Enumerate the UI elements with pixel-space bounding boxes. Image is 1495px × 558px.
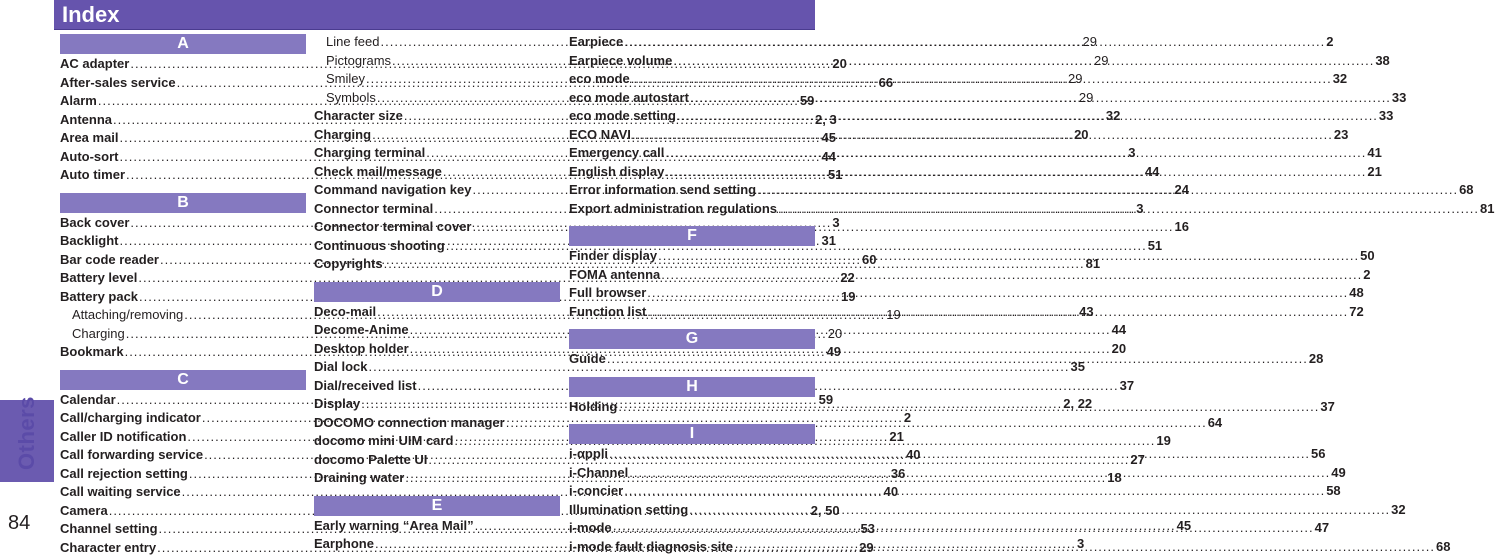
index-term: Pictograms [326,53,391,68]
index-entry [60,289,306,308]
index-entry [314,108,560,127]
index-page-reference: 2, 3 [815,112,837,127]
index-entry [569,539,815,558]
index-term: Alarm [60,93,97,108]
index-page-reference: 68 [1459,182,1473,197]
index-entry [314,145,560,164]
index-entry [60,447,306,466]
index-page-reference: 3 [832,215,839,230]
index-entry [314,415,560,434]
index-term: i-concier [569,483,623,498]
index-entry [60,130,306,149]
index-term: Connector terminal cover [314,219,472,234]
index-entry [569,90,815,109]
index-page-reference: 49 [827,344,841,359]
index-letter-heading: G [569,329,815,349]
index-term: Antenna [60,112,112,127]
index-entry [314,359,560,378]
section-gap [314,275,560,282]
section-gap [569,417,815,424]
index-page-reference: 29 [1068,71,1082,86]
index-page-reference: 32 [1391,502,1405,517]
index-term: Battery level [60,270,137,285]
index-term: Battery pack [60,289,138,304]
index-entry [314,219,560,238]
index-page-reference: 35 [1070,359,1084,374]
index-entry [314,470,560,489]
index-term: i-mode [569,520,612,535]
index-header [54,0,815,30]
index-letter-heading: D [314,282,560,302]
index-entry [60,112,306,131]
index-page-reference: 47 [1315,520,1329,535]
index-entry [60,540,306,558]
index-page-reference: 24 [1174,182,1188,197]
index-entry [60,56,306,75]
index-page-reference: 21 [889,429,903,444]
index-term: Decome-Anime [314,322,409,337]
index-page-reference: 44 [1145,164,1159,179]
index-entry [314,256,560,275]
index-entry [569,520,815,539]
index-term: Call rejection setting [60,466,188,481]
index-term: Copyrights [314,256,383,271]
index-entry [569,127,815,146]
index-entry [314,433,560,452]
index-page-reference: 40 [906,447,920,462]
index-entry [60,252,306,271]
index-page-reference: 29 [1079,90,1093,105]
index-term: Export administration regulations [569,201,777,216]
index-term: Emergency call [569,145,664,160]
index-page-reference: 64 [1208,415,1222,430]
index-page-reference: 37 [1120,378,1134,393]
index-entry [569,399,815,418]
index-page-reference: 41 [1367,145,1381,160]
dot-leader [658,248,1359,263]
index-entry [569,351,815,370]
index-page-reference: 44 [822,149,836,164]
index-page-reference: 53 [861,521,875,536]
section-gap [569,322,815,329]
index-page-reference: 2 [1326,34,1333,49]
index-letter-heading: A [60,34,306,54]
index-page-reference: 51 [828,167,842,182]
index-term: Earphone [314,536,374,551]
index-letter-heading: E [314,496,560,516]
index-page-reference: 59 [800,93,814,108]
dot-leader [647,285,1348,300]
dot-leader [609,446,1310,461]
index-entry [569,71,815,90]
index-page-reference: 37 [1320,399,1334,414]
index-entry [314,378,560,397]
index-term: Dial/received list [314,378,417,393]
index-page-reference: 20 [828,326,842,341]
index-entry [314,322,560,341]
index-term: Line feed [326,34,380,49]
dot-leader [689,502,1390,517]
index-term: Deco-mail [314,304,376,319]
section-gap [314,489,560,496]
index-entry [569,304,815,323]
index-page-reference: 60 [862,252,876,267]
index-entry [60,392,306,411]
index-page-reference: 38 [1375,53,1389,68]
index-page-reference: 19 [886,307,900,322]
index-entry [314,201,560,220]
index-entry [569,145,815,164]
index-term: Error information send setting [569,182,756,197]
index-entry [60,149,306,168]
index-page-reference: 49 [1331,465,1345,480]
index-term: docomo Palette UI [314,452,427,467]
index-subentry [314,53,560,72]
index-entry [60,167,306,186]
index-page-reference: 32 [1106,108,1120,123]
index-entry [314,238,560,257]
index-term: FOMA antenna [569,267,660,282]
index-entry [60,215,306,234]
index-entry [314,304,560,323]
index-entry [60,484,306,503]
dot-leader [665,145,1366,160]
index-page-reference: 2, 50 [811,503,840,518]
index-page-reference: 19 [1156,433,1170,448]
index-page-reference: 29 [859,540,873,555]
section-gap [60,186,306,193]
index-term: Auto-sort [60,149,119,164]
index-entry [314,518,560,537]
index-page-reference: 31 [822,233,836,248]
index-term: Connector terminal [314,201,433,216]
index-entry [60,410,306,429]
index-term: Display [314,396,360,411]
index-page-reference: 45 [1177,518,1191,533]
index-term: Illumination setting [569,502,688,517]
page-title: Index [62,2,119,28]
index-subentry [60,326,306,345]
index-entry [60,344,306,363]
section-gap [569,219,815,226]
dot-leader [778,201,1479,216]
index-term: Auto timer [60,167,125,182]
index-term: Calendar [60,392,116,407]
index-term: AC adapter [60,56,129,71]
index-term: Bar code reader [60,252,159,267]
index-term: Symbols [326,90,376,105]
index-page-reference: 48 [1349,285,1363,300]
index-page-reference: 23 [1334,127,1348,142]
dot-leader [757,182,1458,197]
index-page-reference: 32 [1333,71,1347,86]
index-entry [60,429,306,448]
index-term: Finder display [569,248,657,263]
index-term: Bookmark [60,344,124,359]
index-term: DOCOMO connection manager [314,415,505,430]
index-entry [569,465,815,484]
index-page-reference: 81 [1086,256,1100,271]
index-term: Charging terminal [314,145,425,160]
index-term: Earpiece [569,34,623,49]
index-term: Charging [72,326,125,341]
index-entry [569,182,815,201]
index-subentry [314,71,560,90]
index-page-reference: 16 [1175,219,1189,234]
index-page-reference: 28 [1309,351,1323,366]
index-term: Continuous shooting [314,238,445,253]
index-term: Channel setting [60,521,158,536]
index-page-reference: 36 [891,466,905,481]
index-entry [569,248,815,267]
index-subentry [60,307,306,326]
index-letter-heading: I [569,424,815,444]
index-entry [569,201,815,220]
dot-leader [661,267,1362,282]
index-entry [60,93,306,112]
index-term: Holding [569,399,617,414]
index-page-reference: 58 [1326,483,1340,498]
dot-leader [629,465,1330,480]
dot-leader [677,108,1378,123]
index-page-reference: 59 [819,392,833,407]
index-term: Camera [60,503,108,518]
dot-leader [613,520,1314,535]
sidebar [0,0,54,542]
dot-leader [647,304,1348,319]
index-column-2 [314,34,560,555]
index-page-reference: 3 [1077,536,1084,551]
index-letter-heading: F [569,226,815,246]
index-page-reference: 22 [840,270,854,285]
index-letter-heading: C [60,370,306,390]
dot-leader [618,399,1319,414]
index-page-reference: 27 [1130,452,1144,467]
index-entry [314,182,560,201]
index-entry [569,483,815,502]
index-page-reference: 45 [822,130,836,145]
index-column-3 [569,34,815,557]
index-page-reference: 29 [1094,53,1108,68]
dot-leader [665,164,1366,179]
index-term: ECO NAVI [569,127,631,142]
index-page-reference: 20 [1074,127,1088,142]
index-term: i-Channel [569,465,628,480]
index-term: Desktop holder [314,341,409,356]
index-term: Early warning “Area Mail” [314,518,474,533]
index-term: Attaching/removing [72,307,183,322]
index-entry [314,396,560,415]
index-page-reference: 21 [1367,164,1381,179]
index-page-reference: 2, 22 [1063,396,1092,411]
index-term: Call forwarding service [60,447,203,462]
index-entry [60,233,306,252]
index-term: Call/charging indicator [60,410,201,425]
dot-leader [631,71,1332,86]
index-entry [569,108,815,127]
index-term: docomo mini UIM card [314,433,453,448]
index-term: eco mode autostart [569,90,689,105]
index-entry [60,466,306,485]
index-entry [60,75,306,94]
index-page-reference: 68 [1436,539,1450,554]
index-term: Character entry [60,540,156,555]
index-page-reference: 56 [1311,446,1325,461]
index-entry [60,270,306,289]
index-page-reference: 72 [1349,304,1363,319]
index-page-reference: 51 [1148,238,1162,253]
index-page-reference: 29 [1083,34,1097,49]
dot-leader [607,351,1308,366]
dot-leader [690,90,1391,105]
index-term: Dial lock [314,359,367,374]
index-entry [314,341,560,360]
index-term: Earpiece volume [569,53,672,68]
index-page-reference: 3 [1128,145,1135,160]
index-term: Function list [569,304,646,319]
index-term: English display [569,164,664,179]
index-subentry [314,34,560,53]
index-term: Command navigation key [314,182,471,197]
section-label: Others [14,396,40,470]
index-term: Character size [314,108,403,123]
index-letter-heading: B [60,193,306,213]
index-term: Caller ID notification [60,429,186,444]
index-subentry [314,90,560,109]
index-term: Charging [314,127,371,142]
index-page-reference: 81 [1480,201,1494,216]
index-term: Call waiting service [60,484,181,499]
index-page-reference: 18 [1107,470,1121,485]
index-page-reference: 50 [1360,248,1374,263]
index-entry [569,53,815,72]
index-term: eco mode setting [569,108,676,123]
index-entry [314,536,560,555]
index-entry [314,164,560,183]
index-term: Full browser [569,285,646,300]
index-page-reference: 33 [1379,108,1393,123]
index-term: Check mail/message [314,164,442,179]
index-entry [569,446,815,465]
page-number: 84 [8,512,30,535]
section-gap [569,370,815,377]
index-term: Area mail [60,130,119,145]
index-term: Backlight [60,233,119,248]
index-term: After-sales service [60,75,176,90]
index-page-reference: 40 [884,484,898,499]
dot-leader [673,53,1374,68]
section-gap [60,363,306,370]
index-page-reference: 20 [1112,341,1126,356]
index-entry [569,502,815,521]
index-page-reference: 2 [904,410,911,425]
index-entry [314,127,560,146]
index-entry [569,285,815,304]
index-column-1 [60,34,306,558]
index-term: i-mode fault diagnosis site [569,539,733,554]
index-term: Smiley [326,71,365,86]
index-entry [569,34,815,53]
index-entry [314,452,560,471]
index-page-reference: 66 [879,75,893,90]
dot-leader [632,127,1333,142]
index-term: eco mode [569,71,630,86]
index-entry [569,267,815,286]
index-page-reference: 20 [832,56,846,71]
index-page-reference: 43 [1079,304,1093,319]
index-term: i-αppli [569,446,608,461]
index-entry [60,503,306,522]
dot-leader [624,34,1325,49]
index-entry [60,521,306,540]
index-page-reference: 19 [841,289,855,304]
dot-leader [624,483,1325,498]
index-term: Back cover [60,215,129,230]
index-term: Draining water [314,470,404,485]
index-page-reference: 3 [1136,201,1143,216]
index-letter-heading: H [569,377,815,397]
dot-leader [734,539,1435,554]
index-page-reference: 33 [1392,90,1406,105]
index-page-reference: 44 [1112,322,1126,337]
index-entry [569,164,815,183]
index-term: Guide [569,351,606,366]
index-page-reference: 2 [1363,267,1370,282]
